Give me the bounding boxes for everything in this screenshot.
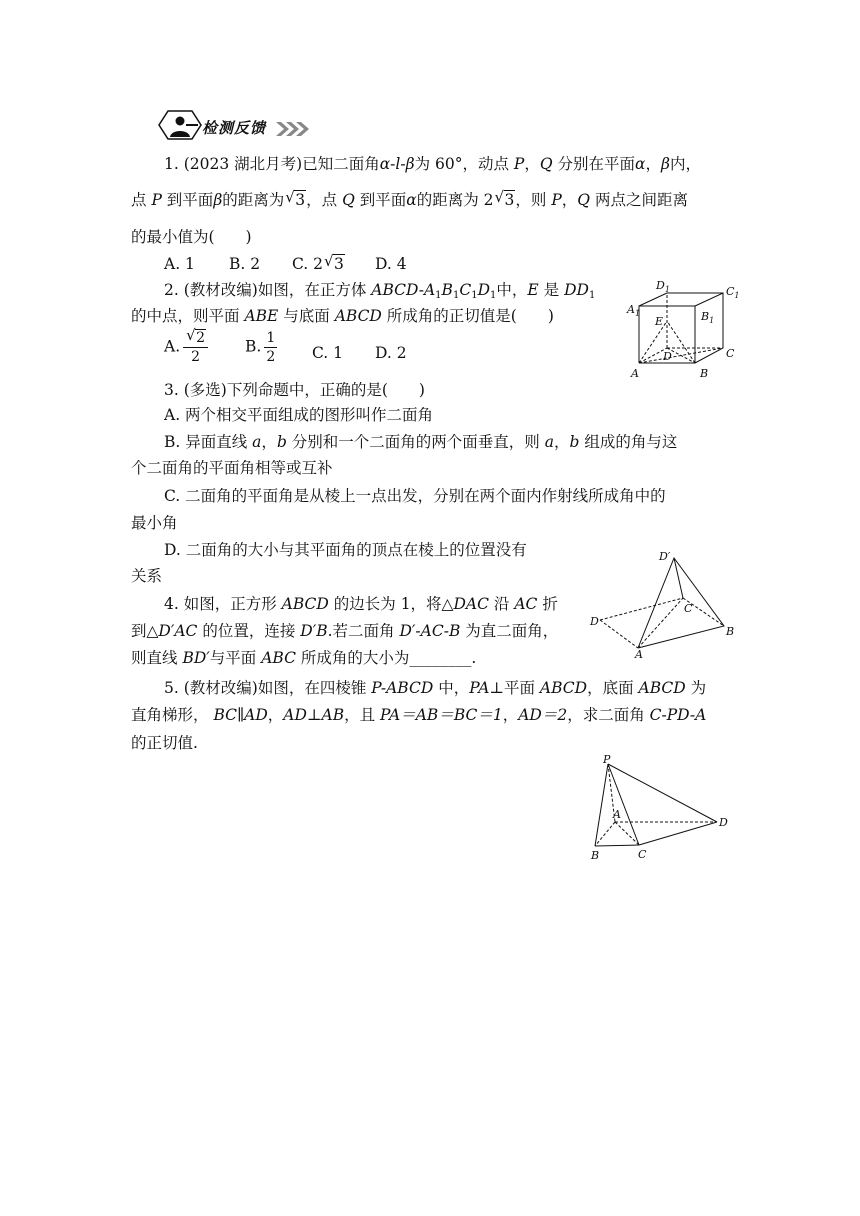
q2-line2: 的中点，则平面 ABE 与底面 ABCD 所成角的正切值是( )	[131, 307, 554, 325]
q1-option-c: C. 2 √ 3	[292, 252, 344, 273]
label-c1: $C_1$	[726, 285, 740, 300]
q3-option-d-line1: D. 二面角的大小与其平面角的顶点在棱上的位置没有	[164, 541, 527, 559]
q3-option-a: A. 两个相交平面组成的图形叫作二面角	[164, 406, 434, 424]
q4-line3: 则直线 BD′与平面 ABC 所成角的大小为________.	[131, 649, 477, 667]
q1-line2: 点 P 到平面β的距离为 √ 3，点 Q 到平面α的距离为 2 √ 3，则 P，Q 两点之间距离	[131, 188, 688, 209]
q1-line3: 的最小值为( )	[131, 228, 252, 246]
q3-stem: 3. (多选)下列命题中，正确的是( )	[164, 381, 425, 399]
q3-option-d-line2: 关系	[131, 567, 163, 585]
q2-line1: 2. (教材改编)如图，在正方体 ABCD-$A_1B_1C_1D_1$中，E 是 $DD_1$	[164, 281, 596, 301]
q5-line1: 5. (教材改编)如图，在四棱锥 P-ABCD 中，PA⊥平面 ABCD，底面 ABCD 为	[164, 679, 707, 697]
pyramid-figure	[585, 752, 740, 864]
label-c: C	[726, 347, 735, 360]
q1-line1: 1. (2023 湖北月考)已知二面角α-l-β为 60°，动点 P，Q 分别在平面α，β内，	[164, 155, 701, 173]
label-c: C	[684, 602, 693, 615]
label-a: A	[635, 648, 643, 661]
q3-option-c-line1: C. 二面角的平面角是从棱上一点出发，分别在两个面内作射线所成角中的	[164, 487, 666, 505]
q3-option-b-line1: B. 异面直线 a，b 分别和一个二面角的两个面垂直，则 a，b 组成的角与这	[164, 433, 678, 451]
q2-option-c: C. 1	[312, 344, 344, 362]
q2-option-d: D. 2	[375, 344, 407, 362]
q4-line2: 到△D′AC 的位置，连接 D′B.若二面角 D′-AC-B 为直二面角，	[131, 622, 559, 640]
label-d: D	[590, 615, 599, 628]
chevrons-icon	[276, 122, 316, 136]
q2-option-a: A. √ 2 2	[164, 329, 211, 366]
q1-option-b: B. 2	[229, 255, 261, 273]
label-b: B	[726, 625, 735, 638]
label-p: P	[603, 753, 611, 766]
q5-line2: 直角梯形， BC∥AD，AD⊥AB，且 PA＝AB＝BC＝1，AD＝2，求二面角 C-PD-A	[131, 706, 707, 724]
q1-option-a: A. 1	[164, 255, 195, 273]
label-b: B	[700, 367, 709, 380]
label-a1: $A_1$	[627, 303, 641, 318]
label-d: D	[719, 816, 728, 829]
label-b1: $B_1$	[701, 310, 715, 325]
cube-figure	[625, 278, 745, 386]
folded-square-figure	[588, 548, 738, 660]
q2-option-b: B. $\frac{1}{2}$	[245, 330, 276, 365]
q3-option-c-line2: 最小角	[131, 514, 178, 532]
section-title: 检测反馈	[202, 119, 267, 137]
section-header	[158, 108, 328, 144]
label-c: C	[638, 848, 647, 861]
teacher-hex-icon	[158, 110, 202, 140]
label-a: A	[631, 367, 639, 380]
q4-line1: 4. 如图，正方形 ABCD 的边长为 1，将△DAC 沿 AC 折	[164, 595, 558, 613]
label-d1: $D_1$	[656, 279, 670, 294]
q3-option-b-line2: 个二面角的平面角相等或互补	[131, 459, 333, 477]
label-e: E	[655, 315, 664, 328]
label-d-prime: D′	[659, 550, 671, 563]
q5-line3: 的正切值.	[131, 734, 198, 752]
label-a: A	[613, 808, 621, 821]
label-d: D	[663, 350, 672, 363]
q1-option-d: D. 4	[375, 255, 407, 273]
label-b: B	[591, 849, 600, 862]
